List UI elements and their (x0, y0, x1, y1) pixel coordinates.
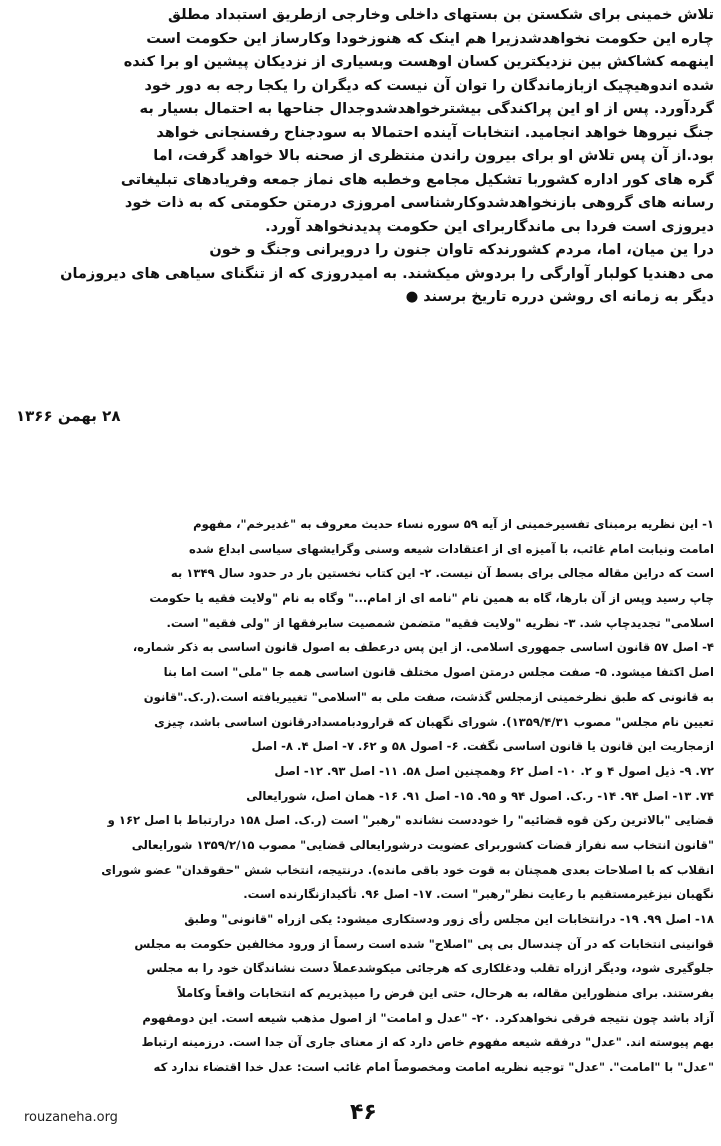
footnote-line: ۷۴. ۱۳- اصل ۹۴. ۱۴- ر.ک. اصول ۹۴ و ۹۵. ۱۵- اصل ۹۱. ۱۶- همان اصل، شورایعالی (246, 788, 714, 803)
footnote-line: ۷۲. ۹- ذیل اصول ۴ و ۲. ۱۰- اصل ۶۲ وهمچنین اصل ۵۸. ۱۱- اصل ۹۳. ۱۲- اصل (274, 763, 714, 778)
article-date: ۲۸ بهمن ۱۳۶۶ (16, 407, 121, 425)
footnotes-section (24, 512, 714, 1080)
footnote-line: "عدل" با "امامت". "عدل" توجیه نظریه امامت ومخصوصاً امام غائب است: عدل خدا اقتضاء ندارد که (153, 1060, 714, 1075)
body-text-line: می دهندیا کولبار آوارگی را بردوش میکشند. به امیدروزی که از تنگنای سیاهی های دیروزمان (60, 265, 714, 282)
footnote-line: تعیین نام مجلس" مصوب ۱۳۵۹/۴/۳۱). شورای نگهبان که قرارودبامسدادرقانون اساسی باشد، چیزی (154, 714, 714, 729)
footnote-line: آزاد باشد چون نتیجه فرقی نخواهدکرد. ۲۰- "عدل و امامت" از اصول مذهب شیعه است. این دومفهوم (142, 1010, 714, 1025)
footnote-line: به قانونی که طبق نظرخمینی ازمجلس گذشت، صفت ملی به "اسلامی" تغییریافته است.(ر.ک."قانون (143, 689, 714, 704)
footnote-line: است که دراین مقاله مجالی برای بسط آن نیست. ۲- این کتاب نخستین بار در حدود سال ۱۳۴۹ به (170, 566, 714, 581)
source-watermark: rouzaneha.org (24, 1110, 118, 1125)
footnote-line: قضایی "بالاترین رکن قوه قضائیه" را خوددست نشانده "رهبر" است (ر.ک. اصل ۱۵۸ درارتباط با اصل ۱۶۲ و (107, 813, 714, 828)
body-text-line: شده اندوهیچیک ازبازماندگان را توان آن نیست که دیگران را یکجا رجه به دور خود (144, 77, 714, 94)
body-text-line: تلاش خمینی برای شکستن بن بستهای داخلی وخارجی ازطریق استبداد مطلق (168, 7, 714, 23)
body-text-line: درا ین میان، اما، مردم کشورندکه تاوان جنون را درویرانی وجنگ و خون (209, 242, 714, 258)
body-text-line: گره های کور اداره کشوربا تشکیل مجامع وخطبه های نماز جمعه وفریادهای تبلیغاتی (120, 171, 714, 188)
body-text-line: دیروزی است فردا بی ماندگاربرای این حکومت پدیدنخواهد آورد. (265, 218, 714, 235)
body-text-line: اینهمه کشاکش بین نزدیکترین کسان اوهست وبسیاری از نزدیکان پیشین او برا کنده (123, 54, 714, 70)
body-text-line: دیگر به زمانه ای روشن درره تاریخ برسند ● (405, 289, 714, 305)
footnote-line: بفرستند. برای منظوراین مقاله، به هرحال، حتی این فرض را میپذیریم که انتخابات واقعاً وکاملاً (177, 986, 714, 1001)
body-text-line: جنگ نیروها خواهد انجامید. انتخابات آینده احتمالا به سودجناح رفسنجانی خواهد (156, 124, 714, 141)
footnote-line: انقلاب که با اصلاحات بعدی همچنان به قوت خود باقی مانده). درنتیجه، انتخاب شش "حقوقدان" عضو شورای (101, 862, 714, 877)
footnote-line: اصل اکتفا میشود. ۵- صفت مجلس درمتن اصول مختلف قانون اساسی همه جا "ملی" است اما بنا (163, 665, 714, 680)
footnote-line: ازمجاریت این قانون یا قانون اساسی نگفت. ۶- اصول ۵۸ و ۶۲. ۷- اصل ۴. ۸- اصل (251, 739, 714, 754)
footnote-line: "قانون انتخاب سه نفراز قضات کشوربرای عضویت درشورایعالی قضایی" مصوب ۱۳۵۹/۲/۱۵ شورایعالی (131, 837, 714, 852)
footnote-line: بهم پیوسته اند. "عدل" درفقه شیعه مفهوم خاص دارد که از معنای جاری آن جدا است. درزمینه ارتباط (141, 1035, 714, 1050)
body-text-line: چاره این حکومت نخواهدشدزیرا هم اینک که هنوزخودا وکارساز این حکومت است (146, 30, 714, 47)
footnote-line: امامت ونیابت امام غائب، با آمیزه ای از اعتقادات شیعه وسنی وگرایشهای سیاسی ابداع شده (188, 541, 714, 556)
footnote-line: ۱۸- اصل ۹۹. ۱۹- درانتخابات این مجلس رأی زور ودستکاری میشود: یکی ازراه "قانونی" وطبق (184, 912, 714, 926)
body-text-line: بود.از آن پس تلاش او برای بیرون راندن منتظری از صحنه بالا خواهد گرفت، اما (153, 148, 714, 164)
main-body-text (24, 4, 714, 310)
footnote-line: ۴- اصل ۵۷ قانون اساسی جمهوری اسلامی. از این پس درعطف به اصول قانون اساسی به ذکر شماره، (132, 640, 714, 655)
footnote-line: قوانینی انتخابات که در آن چندسال بی پی "اصلاح" شده است رسماً از ورود مخالفین حکومت به مجلس (134, 936, 714, 951)
body-text-line: رسانه های گروهی بازنخواهدشدوکارشناسی امروزی درمتن حکومتی که به ذات خود (124, 195, 714, 211)
footnote-line: نگهبان نیزغیرمستقیم با رعایت نظر"رهبر" است. ۱۷- اصل ۹۶. تأکیدازنگارنده است. (243, 887, 714, 902)
footnote-line: ۱- این نظریه برمبنای تفسیرخمینی از آیه ۵۹ سوره نساء حدیث معروف به "غدیرخم"، مفهوم (193, 517, 714, 531)
footnote-line: اسلامی" تجدیدچاپ شد. ۳- نظریه "ولایت فقیه" متضمن شمصیت سابرفقها از "ولی فقیه" است. (166, 615, 714, 630)
body-text-line: گردآورد. پس از او این پراکندگی بیشترخواهدشدوجدال جناحها به احتمال بسیار به (139, 101, 714, 117)
footnote-line: جلوگیری شود، ودیگر ازراه تقلب ودغلکاری که هرجائی میکوشدعملاً دست نشاندگان خود را به مجلس (146, 961, 714, 976)
footnote-line: چاپ رسید وپس از آن بارها، گاه به همین نام "نامه ای از امام..." وگاه به نام "ولایت فقیه یا حکومت (149, 591, 714, 606)
page-number: ۴۶ (350, 1100, 377, 1125)
